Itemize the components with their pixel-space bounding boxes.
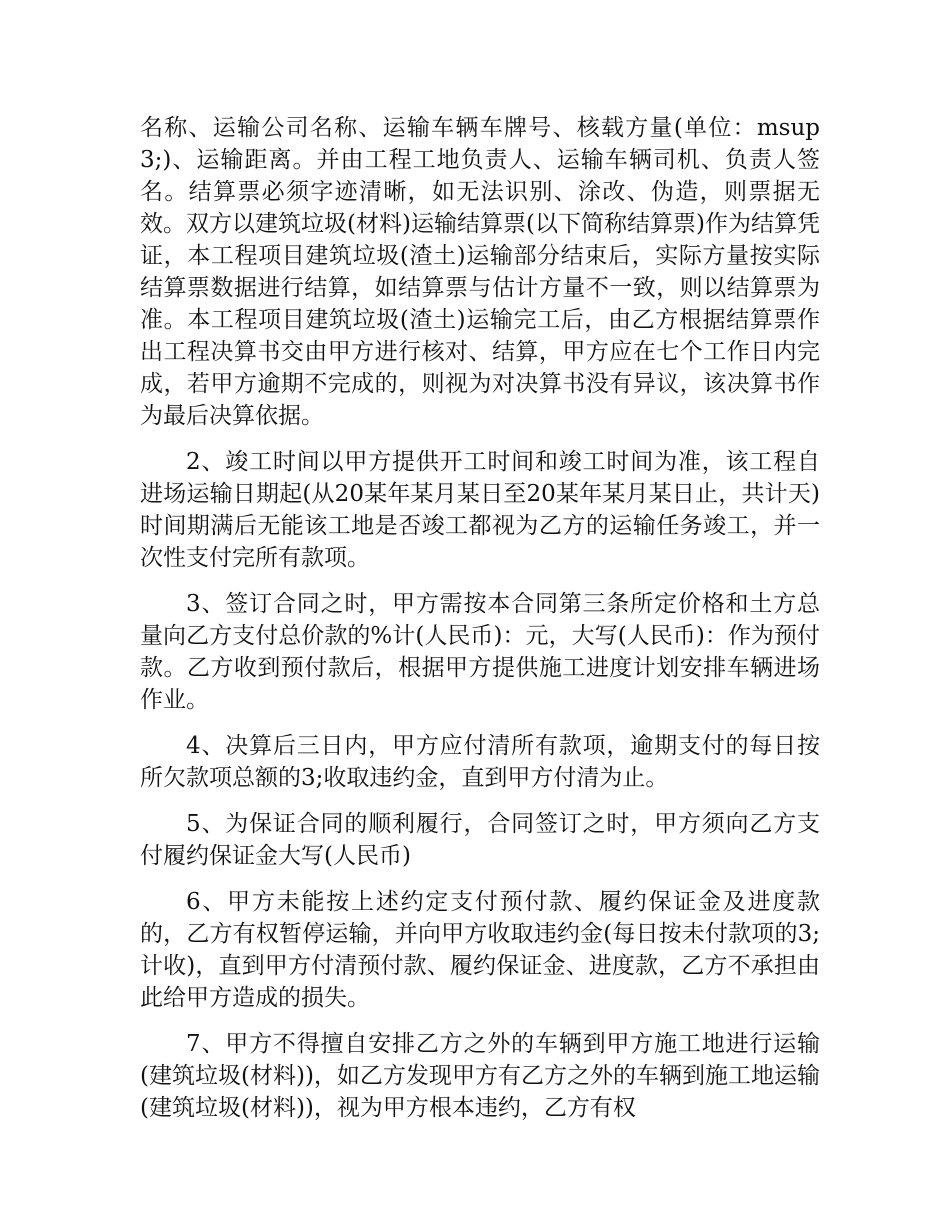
paragraph-clause-5: 5、为保证合同的顺利履行，合同签订之时，甲方须向乙方支付履约保证金大写(人民币)	[140, 811, 820, 869]
paragraph-clause-4: 4、决算后三日内，甲方应付清所有款项，逾期支付的每日按所欠款项总额的3;收取违约金，直到甲方付清为止。	[140, 733, 820, 791]
paragraph-settlement-ticket: 名称、运输公司名称、运输车辆车牌号、核载方量(单位：msup3;)、运输距离。并由工程工地负责人、运输车辆司机、负责人签名。结算票必须字迹清晰，如无法识别、涂改、伪造，则票据无效。双方以建筑垃圾(材料)运输结算票(以下简称结算票)作为结算凭证，本工程项目建筑垃圾(渣土)运输部分结束后，实际方量按实际结算票数据进行结算，如结算票与估计方量不一致，则以结算票为准。本工程项目建筑垃圾(渣土)运输完工后，由乙方根据结算票作出工程决算书交由甲方进行核对、结算，甲方应在七个工作日内完成，若甲方逾期不完成的，则视为对决算书没有异议，该决算书作为最后决算依据。	[140, 115, 820, 429]
paragraph-clause-6: 6、甲方未能按上述约定支付预付款、履约保证金及进度款的，乙方有权暂停运输，并向甲方收取违约金(每日按未付款项的3;计收)，直到甲方付清预付款、履约保证金、进度款，乙方不承担由此给甲方造成的损失。	[140, 889, 820, 1011]
paragraph-clause-2: 2、竣工时间以甲方提供开工时间和竣工时间为准，该工程自进场运输日期起(从20某年某月某日至20某年某月某日止，共计天)时间期满后无能该工地是否竣工都视为乙方的运输任务竣工，并一次性支付完所有款项。	[140, 449, 820, 571]
paragraph-clause-3: 3、签订合同之时，甲方需按本合同第三条所定价格和土方总量向乙方支付总价款的%计(人民币)：元，大写(人民币)：作为预付款。乙方收到预付款后，根据甲方提供施工进度计划安排车辆进场作业。	[140, 591, 820, 713]
paragraph-clause-7: 7、甲方不得擅自安排乙方之外的车辆到甲方施工地进行运输(建筑垃圾(材料))，如乙方发现甲方有乙方之外的车辆到施工地运输(建筑垃圾(材料))，视为甲方根本违约，乙方有权	[140, 1031, 820, 1121]
document-page	[140, 112, 820, 1138]
